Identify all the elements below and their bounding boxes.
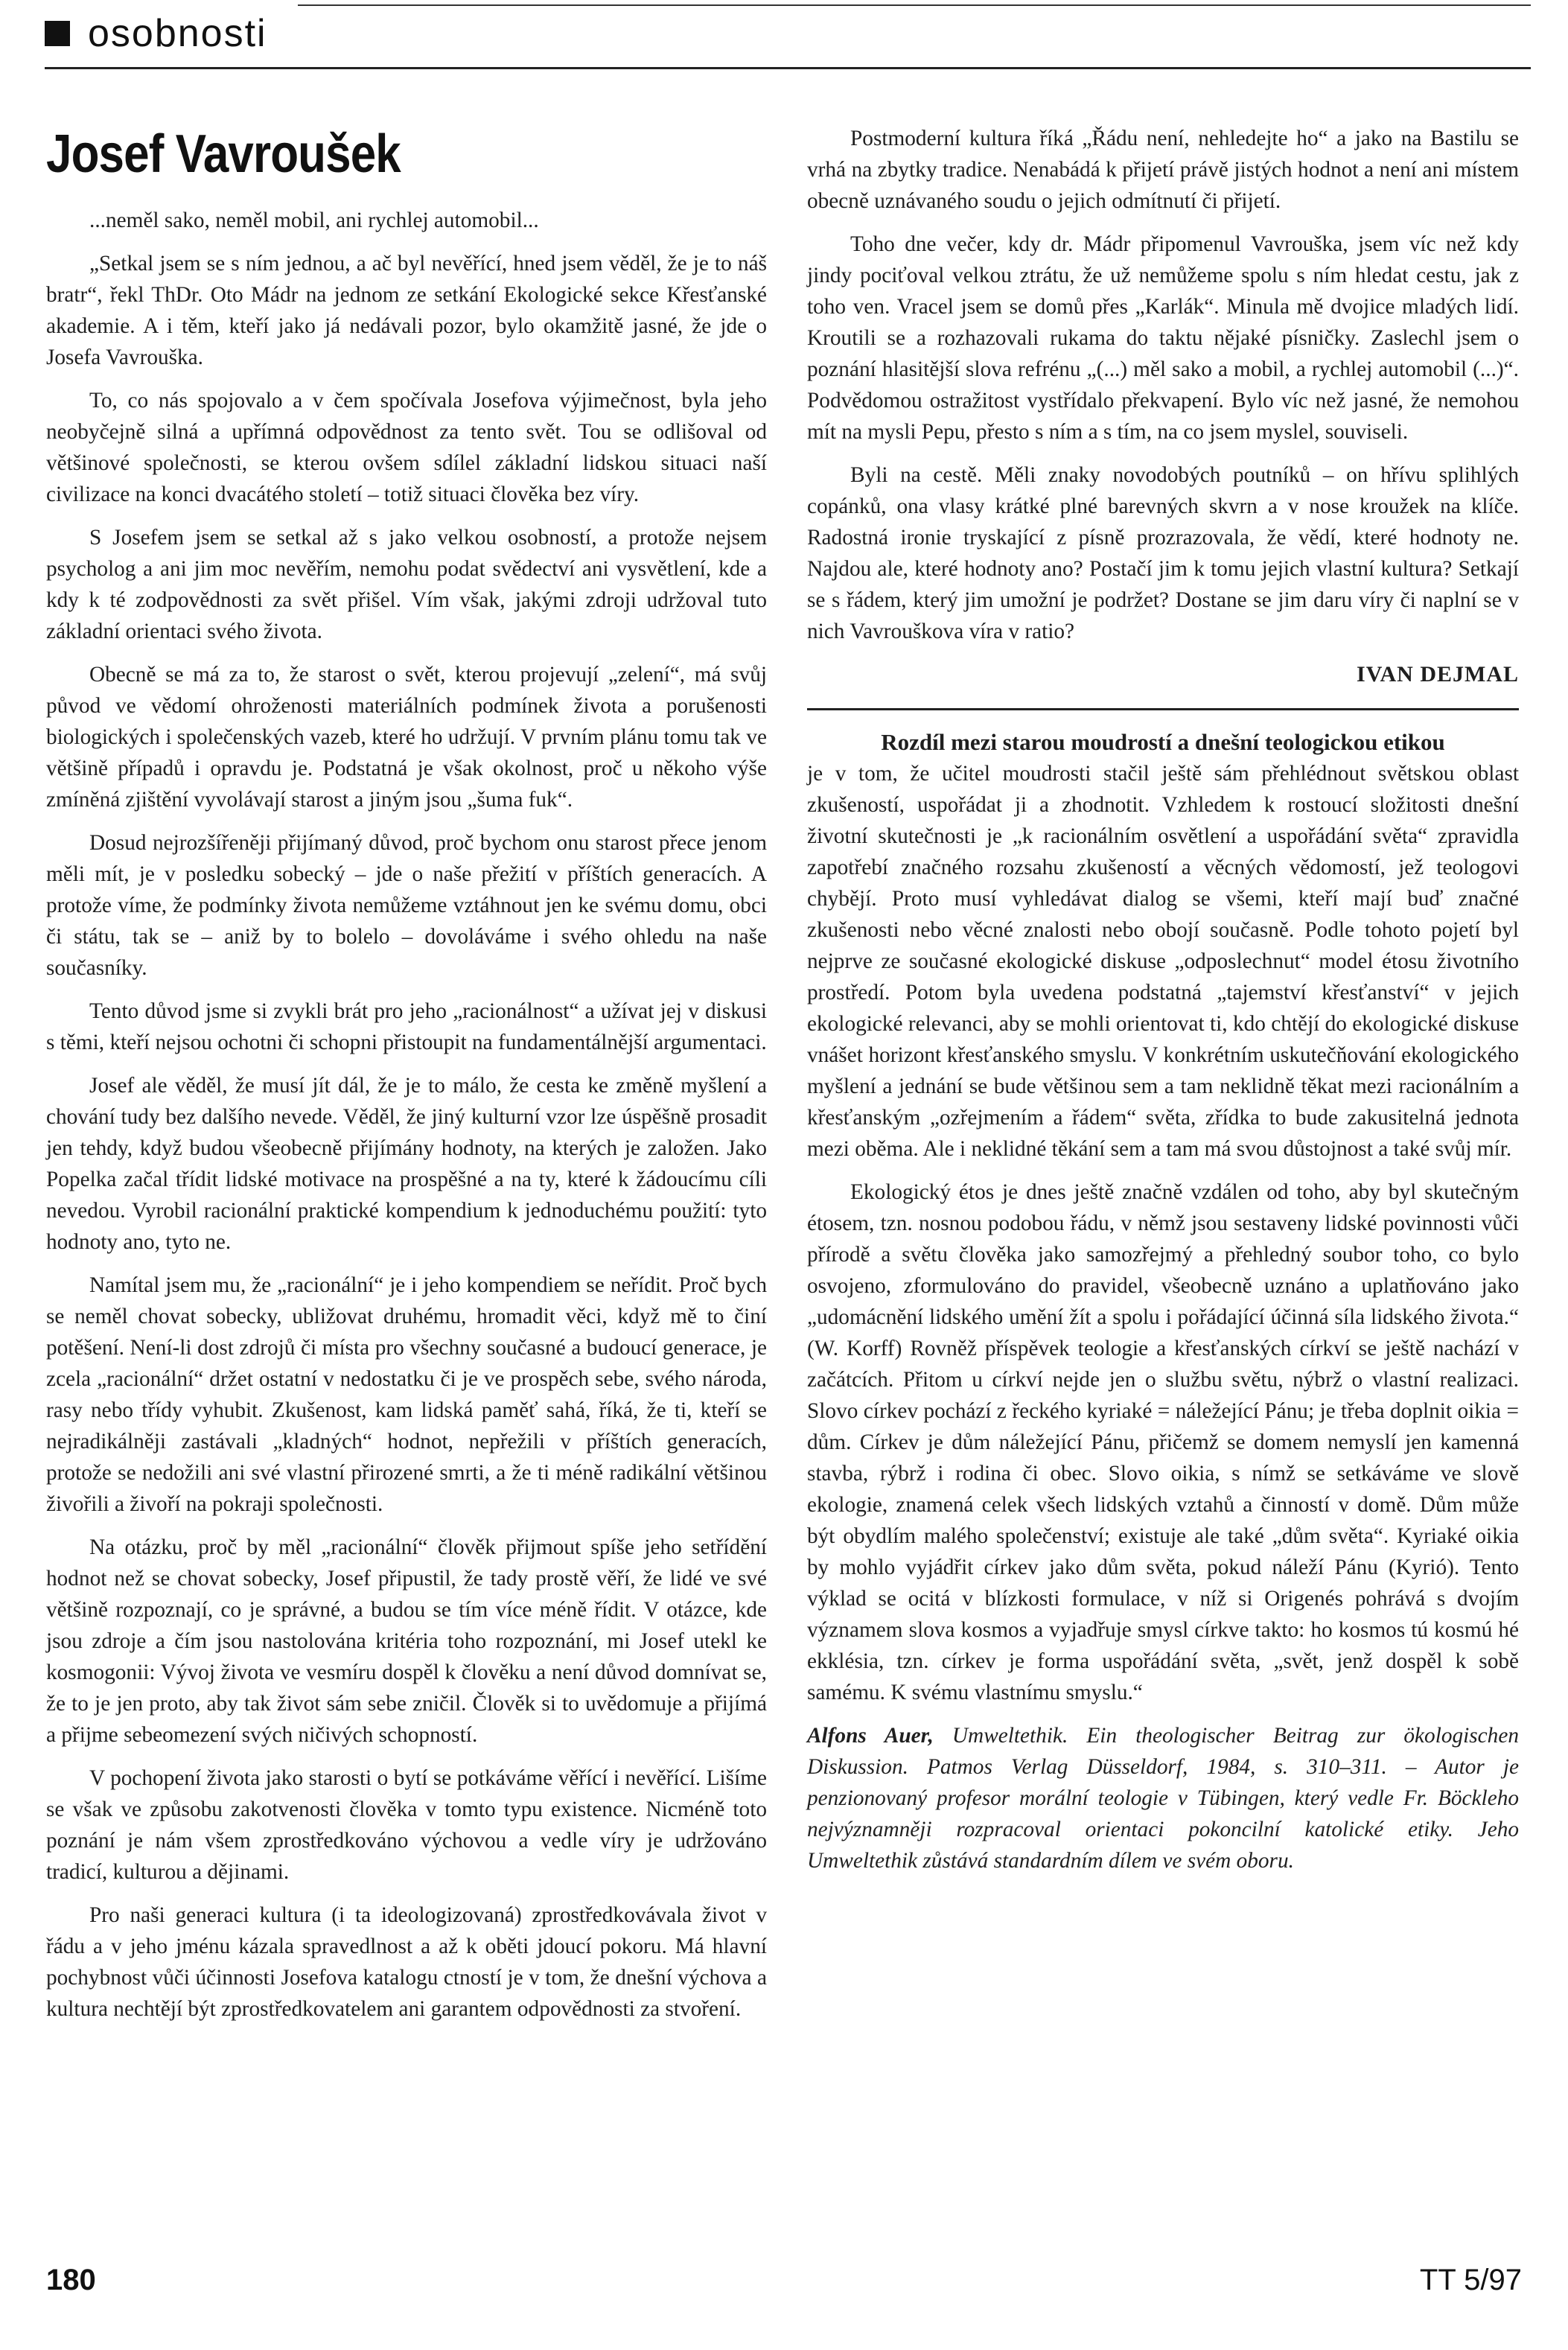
article-paragraph: S Josefem jsem se setkal až s jako velkou osobností, a protože nejsem psycholog a ani jim moc nevěřím, nemohu podat svědectví ani vysvětlení, kde a kdy k té zodpovědnosti za svět přišel. Vím však, jakými zdroji udržoval tuto základní orientaci svého života. bbox=[46, 526, 767, 643]
article-paragraph: Obecně se má za to, že starost o svět, kterou projevují „zelení“, má svůj původ ve vědomí ohroženosti materiálních podmínek života a porušenosti biologických i společenských vazeb, které ho udržují. V prvním plánu tomu tak ve většině případů i opravdu je. Podstatná je však okolnost, proč u někoho výše zmíněná zjištění vyvolávají starost a jiným jsou „šuma fuk“. bbox=[46, 663, 767, 812]
article-paragraph: Dosud nejrozšířeněji přijímaný důvod, proč bychom onu starost přece jenom měli mít, je v posledku sobecký – jde o naše přežití v příštích generacích. A protože víme, že podmínky života nemůžeme vztáhnout jen ke svému domu, obci či státu, tak se – aniž by to bolelo – dovoláváme i svého ohledu na naše současníky. bbox=[46, 831, 767, 980]
header-rule bbox=[45, 67, 1531, 69]
article-paragraph: ...neměl sako, neměl mobil, ani rychlej automobil... bbox=[89, 208, 539, 232]
source-text: Umweltethik. Ein theologischer Beitrag zur ökologischen Diskussion. Patmos Verlag Düsseldorf, 1984, s. 310–311. – Autor je penzionovaný profesor morální teologie v Tübingen, který vedle Fr. Böckleho nejvýznamněji rozpracoval orientaci pokoncilní katolické etiky. Jeho Umweltethik zůstává standardním dílem ve svém oboru. bbox=[807, 1724, 1519, 1873]
article-paragraph: Pro naši generaci kultura (i ta ideologizovaná) zprostředkovávala život v řádu a v jeho jménu kázala spravedlnost a až k oběti jdoucí pokoru. Má hlavní pochybnost vůči účinnosti Josefova katalogu ctností je v tom, že dnešní výchova a kultura nechtějí být zprostředkovatelem ani garantem odpovědnosti za stvoření. bbox=[46, 1903, 767, 2021]
source-note bbox=[807, 1720, 1519, 1876]
article-paragraph: „Setkal jsem se s ním jednou, a ač byl nevěřící, hned jsem věděl, že je to náš bratr“, řekl ThDr. Oto Mádr na jednom ze setkání Ekologické sekce Křesťanské akademie. A i těm, kteří jako já nedávali pozor, bylo okamžitě jasné, že jde o Josefa Vavrouška. bbox=[46, 252, 767, 369]
top-rule bbox=[298, 4, 1531, 6]
source-author: Alfons Auer, bbox=[807, 1724, 934, 1748]
article-paragraph: V pochopení života jako starosti o bytí se potkáváme věřící i nevěřící. Lišíme se však ve způsobu zakotvenosti člověka v tomto typu existence. Nicméně toto poznání je nám všem zprostředkováno výchovou a vedle víry je udržováno tradicí, kulturou a dějinami. bbox=[46, 1766, 767, 1884]
sidebar-heading: Rozdíl mezi starou moudrostí a dnešní teologickou etikou bbox=[881, 729, 1445, 755]
article-paragraph: Toho dne večer, kdy dr. Mádr připomenul Vavrouška, jsem víc než kdy jindy pociťoval velkou ztrátu, že už nemůžeme spolu s ním hledat cestu, jak z toho ven. Vracel jsem se domů přes „Karlák“. Minula mě dvojice mladých lidí. Kroutili se a rozhazovali rukama do taktu nějaké písničky. Zaslechl jsem o poznání hlasitější slova refrénu „(...) měl sako a mobil, a rychlej automobil (...)“. Podvědomou ostražitost vystřídalo překvapení. Bylo víc než jasné, že nemohou mít na mysli Pepu, přesto s ním a s tím, na co jsem myslel, souviseli. bbox=[807, 232, 1519, 444]
section-separator bbox=[807, 708, 1519, 710]
sidebar-paragraph: je v tom, že učitel moudrosti stačil ještě sám přehlédnout světskou oblast zkušeností, uspořádat ji a zhodnotit. Vzhledem k rostoucí složitosti dnešní životní skutečnosti je „k racionálním osvětlení a uspořádání světa“ zpravidla zapotřebí značného rozsahu zkušeností a věcných vědomostí, jež teologovi chybějí. Proto musí vyhledávat dialog se všemi, kteří mají buď značné zkušenosti nebo věcné znalosti nebo obojí současně. Podle tohoto pojetí byl nejprve ze současné ekologické diskuse „odposlechnut“ model étosu životního prostředí. Potom byla uvedena podstatná „tajemství křesťanství“ v jejich ekologické relevanci, aby se mohli orientovat ti, kdo chtějí do ekologické diskuse vnášet horizont křesťanského smyslu. V konkrétním uskutečňování ekologického myšlení a jednání se bude většinou sem a tam neklidně těkat mezi racionálním a křesťanským „ozřejmením a řádem“ světa, zřídka to bude zakusitelná jednota mezi oběma. Ale i neklidné těkání sem a tam má svou důstojnost a také svůj mír. bbox=[807, 762, 1519, 1161]
right-column bbox=[807, 123, 1519, 1888]
section-marker-square bbox=[45, 21, 70, 46]
section-title: osobnosti bbox=[88, 12, 267, 55]
author-signature: IVAN DEJMAL bbox=[1357, 662, 1519, 687]
article-paragraph: Josef ale věděl, že musí jít dál, že je to málo, že cesta ke změně myšlení a chování tudy bez dalšího nevede. Věděl, že jiný kulturní vzor lze úspěšně prosadit jen tehdy, když budou všeobecně přijímány hodnoty, na kterých je založen. Jako Popelka začal třídit lidské motivace na prospěšné a na ty, které k žádoucímu cíli nevedou. Vyrobil racionální praktické kompendium k jednoduchému použití: tyto hodnoty ano, tyto ne. bbox=[46, 1074, 767, 1254]
article-paragraph: To, co nás spojovalo a v čem spočívala Josefova výjimečnost, byla jeho neobyčejně silná a upřímná odpovědnost za tento svět. Tou se odlišoval od většinové společnosti, se kterou ovšem sdílel základní lidskou situaci naší civilizace na konci dvacátého století – totiž situaci člověka bez víry. bbox=[46, 389, 767, 506]
article-title: Josef Vavroušek bbox=[46, 124, 401, 184]
page-number: 180 bbox=[46, 2264, 96, 2296]
article-paragraph: Postmoderní kultura říká „Řádu není, nehledejte ho“ a jako na Bastilu se vrhá na zbytky tradice. Nenabádá k přijetí právě jistých hodnot a není ani místem obecně uznávaného soudu o jejich odmítnutí či přijetí. bbox=[807, 127, 1519, 213]
section-header bbox=[45, 7, 1531, 60]
article-paragraph: Tento důvod jsme si zvykli brát pro jeho „racionálnost“ a užívat jej v diskusi s těmi, kteří nejsou ochotni či schopni přistoupit na fundamentálnější argumentaci. bbox=[46, 999, 767, 1054]
left-column bbox=[46, 123, 767, 2037]
article-paragraph: Namítal jsem mu, že „racionální“ je i jeho kompendiem se neřídit. Proč bych se neměl chovat sobecky, ubližovat druhému, hromadit věci, když mě to činí potěšení. Není-li dost zdrojů či místa pro všechny současné a budoucí generace, je zcela „racionální“ držet ostatní v nedostatku či je ve prospěch sebe, svého národa, rasy nebo třídy vyhubit. Zkušenost, kam lidská paměť sahá, říká, že ti, kteří se nejradikálněji zastávali „kladných“ hodnot, nepřežili v příštích generacích, protože se nedožili ani své vlastní přirozené smrti, a že ti méně radikální většinou živořili a živoří na pokraji společnosti. bbox=[46, 1273, 767, 1516]
article-paragraph: Na otázku, proč by měl „racionální“ člověk přijmout spíše jeho setřídění hodnot než se chovat sobecky, Josef připustil, že tady prostě věří, že lidé ve své většině rozpoznají, co je správné, a budou se tím více méně řídit. V otázce, kde jsou zdroje a čím jsou nastolována kritéria toho rozpoznání, mi Josef utekl ke kosmogonii: Vývoj života ve vesmíru dospěl k člověku a není důvod domnívat se, že to je jen proto, aby tak život sám sebe zničil. Člověk si to uvědomuje a přijímá a přijme sebeomezení svých ničivých schopností. bbox=[46, 1535, 767, 1747]
sidebar-paragraph: Ekologický étos je dnes ještě značně vzdálen od toho, aby byl skutečným étosem, tzn. nosnou podobou řádu, v němž jsou sestaveny lidské povinnosti vůči přírodě a světu člověka jako samozřejmý a přehledný soubor toho, co bylo osvojeno, zformulováno do pravidel, všeobecně uznáno a uplatňováno jako „udomácnění lidského umění žít a spolu i pořádající účinná síla lidského života.“ (W. Korff) Rovněž příspěvek teologie a křesťanských církví se ještě nachází v začátcích. Přitom u církví nejde jen o službu světu, nýbrž o vlastní realizaci. Slovo církev pochází z řeckého kyriaké = náležející Pánu; je třeba doplnit oikia = dům. Církev je dům náležející Pánu, přičemž se domem nemyslí jen kamenná stavba, rýbrž i rodina či obec. Slovo oikia, s nímž se setkáváme ve slově ekologie, znamená celek všech lidských vztahů a činností v domě. Dům může být obydlím malého společenství; existuje ale také „dům světa“. Kyriaké oikia by mohlo vyjádřit církev jako dům světa, pokud náleží Pánu (Kyrió). Tento výklad se ocitá v blízkosti formulace, v níž si Origenés pohrává s dvojím významem slova kosmos a vyjadřuje smysl církve takto: ho kosmos tú kosmú hé ekklésia, tzn. církev je forma uspořádání světa, „svět, jenž dospěl k sobě samému. K svému vlastnímu smyslu.“ bbox=[807, 1180, 1519, 1704]
article-paragraph: Byli na cestě. Měli znaky novodobých poutníků – on hřívu splihlých copánků, ona vlasy krátké plné barevných skvrn a v nose kroužek na klíče. Radostná ironie tryskající z písně prozrazovala, že vědí, které hodnoty ne. Najdou ale, které hodnoty ano? Postačí jim k tomu jejich vlastní kultura? Setkají se s řádem, který jim umožní je podržet? Dostane se jim daru víry či naplní se v nich Vavrouškova víra v ratio? bbox=[807, 463, 1519, 643]
issue-label: TT 5/97 bbox=[1419, 2264, 1522, 2296]
